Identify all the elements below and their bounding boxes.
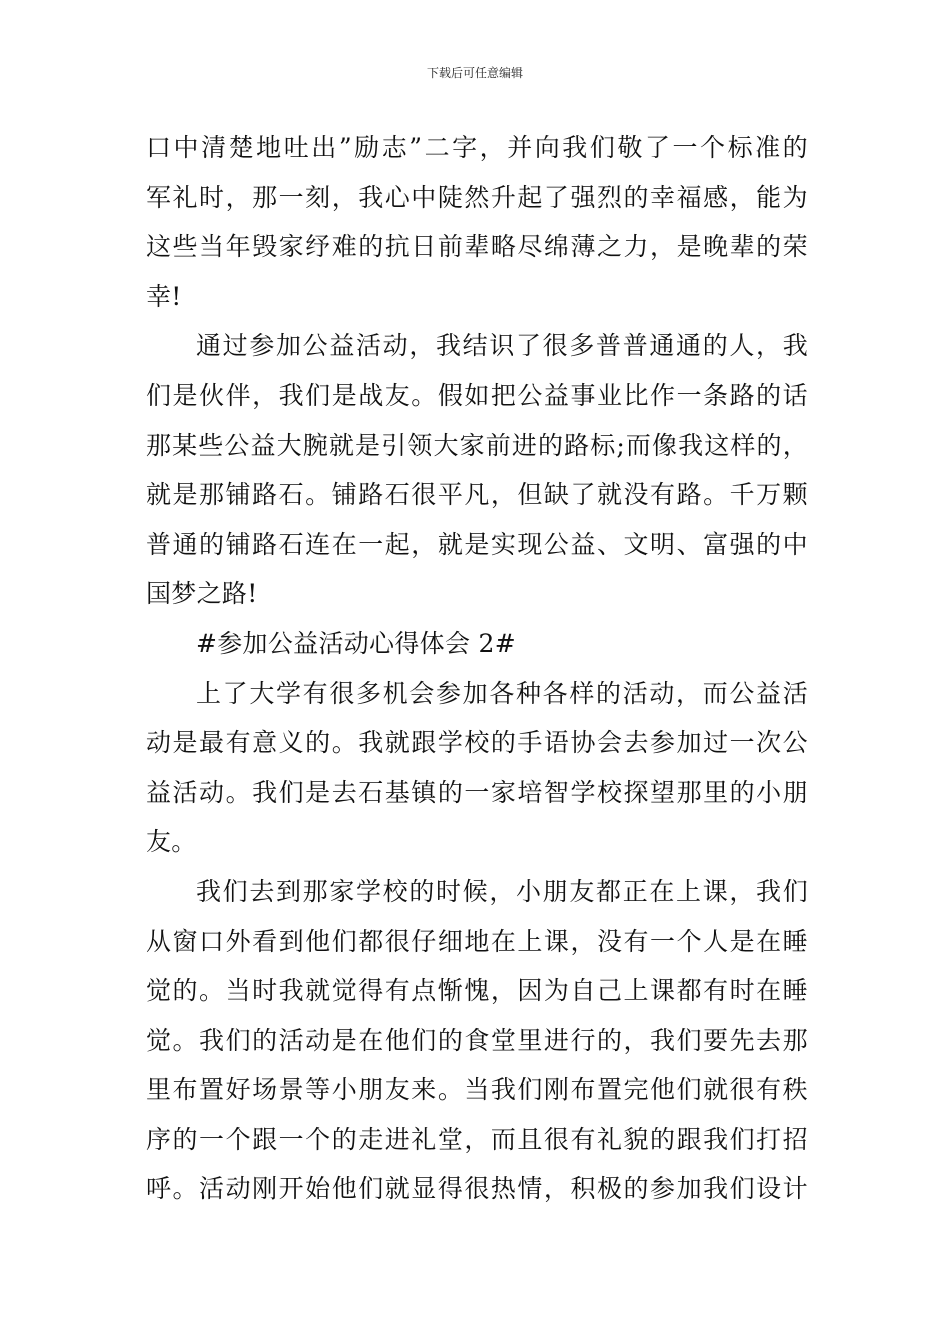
- text-line: 那某些公益大腕就是引领大家前进的路标;而像我这样的，: [146, 430, 808, 460]
- text-line: 序的一个跟一个的走进礼堂，而且很有礼貌的跟我们打招: [146, 1124, 808, 1154]
- text-line: 普通的铺路石连在一起，就是实现公益、文明、富强的中: [146, 529, 808, 559]
- text-line: 就是那铺路石。铺路石很平凡，但缺了就没有路。千万颗: [146, 480, 808, 510]
- text-line: 友。: [146, 827, 197, 857]
- text-line: 通过参加公益活动，我结识了很多普普通通的人，我: [196, 331, 808, 361]
- text-line: 从窗口外看到他们都很仔细地在上课，没有一个人是在睡: [146, 926, 808, 956]
- text-line: 军礼时，那一刻，我心中陡然升起了强烈的幸福感，能为: [146, 182, 808, 212]
- text-line: 益活动。我们是去石基镇的一家培智学校探望那里的小朋: [146, 777, 808, 807]
- text-line: #参加公益活动心得体会 2#: [196, 628, 516, 658]
- text-line: 呼。活动刚开始他们就显得很热情，积极的参加我们设计: [146, 1174, 808, 1204]
- text-line: 们是伙伴，我们是战友。假如把公益事业比作一条路的话: [146, 380, 808, 410]
- text-line: 口中清楚地吐出”励志”二字，并向我们敬了一个标准的: [146, 133, 808, 162]
- text-line: 动是最有意义的。我就跟学校的手语协会去参加过一次公: [146, 728, 808, 758]
- text-line: 这些当年毁家纾难的抗日前辈略尽绵薄之力，是晚辈的荣: [146, 232, 808, 262]
- text-line: 觉的。当时我就觉得有点惭愧，因为自己上课都有时在睡: [146, 976, 808, 1006]
- text-line: 国梦之路!: [146, 579, 258, 609]
- text-line: 觉。我们的活动是在他们的食堂里进行的，我们要先去那: [146, 1025, 808, 1055]
- text-line: 幸!: [146, 281, 182, 311]
- page-header-note: 下载后可任意编辑: [426, 66, 523, 80]
- text-line: 里布置好场景等小朋友来。当我们刚布置完他们就很有秩: [146, 1075, 808, 1105]
- document-body: [146, 123, 808, 1214]
- text-line: 我们去到那家学校的时候，小朋友都正在上课，我们: [196, 876, 808, 906]
- text-line: 上了大学有很多机会参加各种各样的活动，而公益活: [196, 678, 808, 708]
